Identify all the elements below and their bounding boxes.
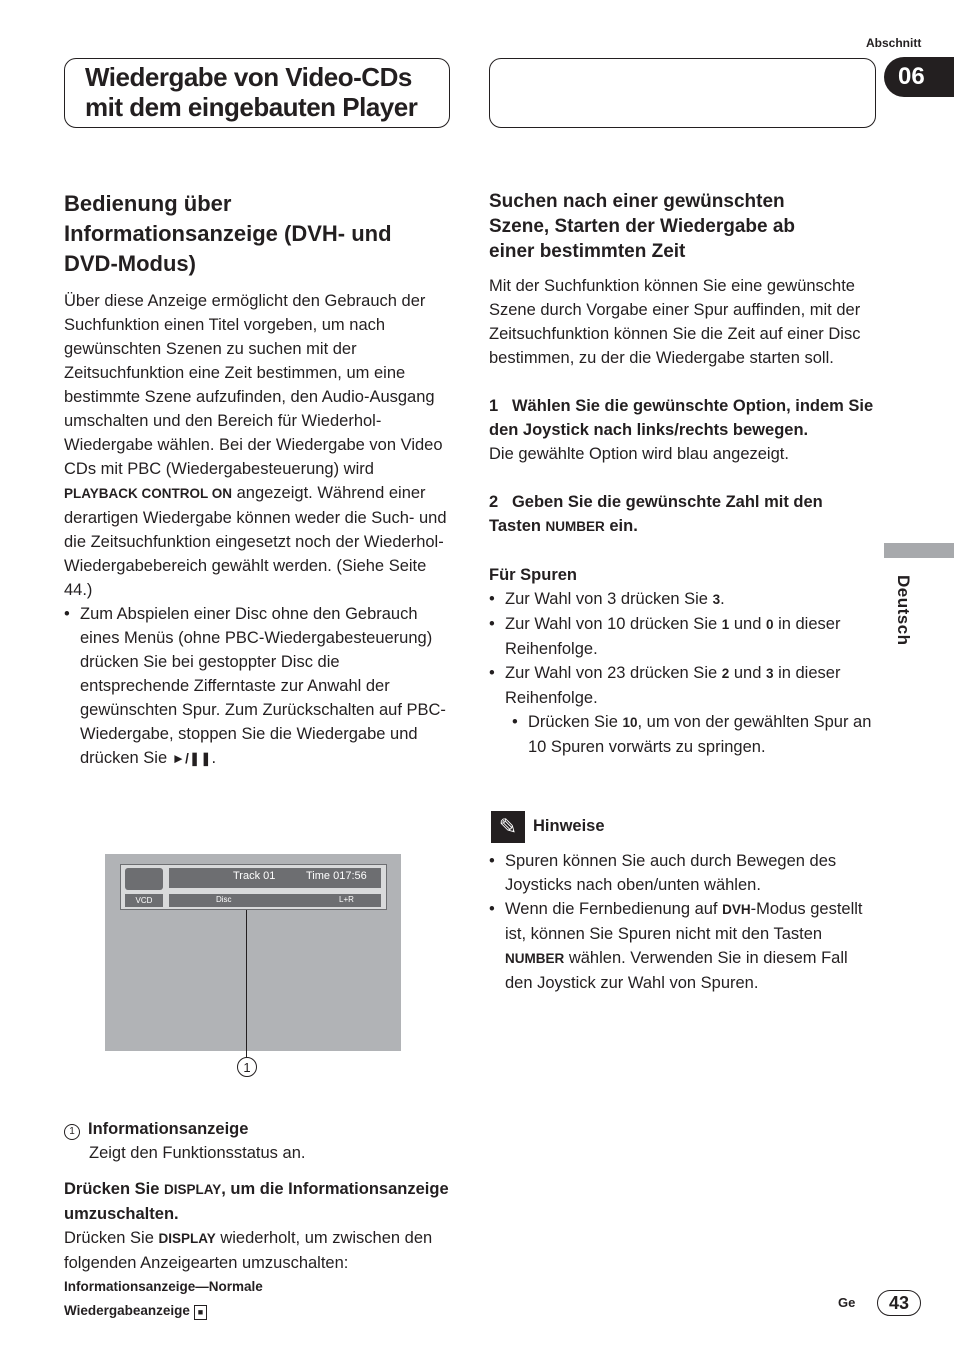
list-item [489, 612, 879, 661]
caption-title: Informationsanzeige [88, 1120, 249, 1138]
key-3: 3 [712, 592, 721, 607]
step-1 [489, 394, 879, 442]
display-key: DISPLAY [163, 1182, 222, 1197]
bullet-end: . [211, 749, 217, 767]
note-pencil-icon: ✎ [491, 811, 525, 843]
left-heading [64, 189, 452, 279]
list-item [489, 661, 879, 710]
spuren-list [489, 587, 879, 759]
sp3-a: Zur Wahl von 23 drücken Sie [505, 664, 722, 682]
display-text-a: Drücken Sie [64, 1229, 159, 1247]
display-key-2: DISPLAY [158, 1231, 216, 1246]
chapter-title [64, 58, 450, 128]
step-2-number: 2 [489, 493, 499, 511]
caption [64, 1117, 452, 1141]
step-2-text-a: Geben Sie die gewünschte Zahl mit den Tasten [489, 493, 823, 535]
sp4-b: , um von der gewählten Spur an 10 Spuren vorwärts zu springen. [528, 713, 872, 756]
sp3-b: in dieser Reihenfolge. [505, 664, 841, 707]
list-item: • Spuren können Sie auch durch Bewegen des Joysticks nach oben/unten wählen. [489, 849, 879, 897]
sp2-m: und [729, 615, 766, 633]
list-item [489, 897, 879, 995]
mode-line2-text: Wiedergabeanzeige [64, 1303, 190, 1318]
screen-time: Time 017:56 [306, 870, 367, 882]
sp1-b: . [720, 590, 725, 608]
notes [489, 849, 879, 995]
key-1: 1 [721, 617, 730, 632]
mode-line: Informationsanzeige—Normale [64, 1279, 263, 1294]
key-0: 0 [765, 617, 774, 632]
list-item [489, 587, 879, 612]
section-label: Abschnitt [866, 36, 922, 50]
left-heading-line1: Bedienung über [64, 191, 232, 216]
display-heading-a: Drücken Sie [64, 1180, 164, 1198]
sp4-a: Drücken Sie [528, 713, 623, 731]
spuren-heading: Für Spuren [489, 566, 578, 584]
chapter-title-line2: mit dem eingebauten Player [85, 92, 418, 122]
left-column [64, 189, 452, 771]
sp2-b: in dieser Reihenfolge. [505, 615, 841, 658]
intro-text-b: angezeigt. Während einer derartigen Wiedergabe können weder die Such- und die Zeitsuchfunktion eingesetzt noch der Wiederhol-Wiedergabebereich gewählt werden. (Siehe Seite 44.) [64, 484, 447, 599]
play-pause-key: ►/❚❚ [171, 751, 212, 766]
language-tab-marker [884, 543, 954, 558]
key-2: 2 [721, 666, 730, 681]
display-text-b: wiederholt, um zwischen den folgenden Anzeigearten umzuschalten: [64, 1229, 433, 1272]
right-heading [489, 189, 879, 264]
list-item [64, 602, 452, 771]
right-heading-line2: Szene, Starten der Wiedergabe ab [489, 216, 796, 237]
screen-vcd: VCD [125, 894, 163, 907]
step-1-result: Die gewählte Option wird blau angezeigt. [489, 445, 789, 463]
display-heading-b: , um die Informationsanzeige umzuschalten. [64, 1180, 449, 1223]
left-bullets [64, 602, 452, 771]
dvh-key: DVH [722, 902, 751, 917]
info-display-panel [120, 864, 387, 910]
disc-icon [125, 868, 163, 890]
display-heading [64, 1177, 452, 1226]
caption-number: 1 [64, 1124, 80, 1140]
n2-b: -Modus gestellt ist, können Sie Spuren nicht mit den Tasten [505, 900, 863, 943]
n2-a: Wenn die Fernbedienung auf [505, 900, 723, 918]
sp2-a: Zur Wahl von 10 drücken Sie [505, 615, 722, 633]
hinweise-heading: Hinweise [533, 817, 605, 835]
page-number: 43 [877, 1290, 921, 1316]
language-label: Deutsch [894, 575, 913, 646]
bullet-text: Zum Abspielen einer Disc ohne den Gebrauch eines Menüs (ohne PBC-Wiedergabesteuerung) drücken Sie bei gestoppter Disc die entsprechende Zifferntaste zur Anwahl der gewünschten Spur. Zum Zurückschalten auf PBC-Wiedergabe, stoppen Sie die Wiedergabe und drücken Sie [80, 605, 446, 767]
chapter-title-line1: Wiedergabe von Video-CDs [85, 62, 412, 92]
key-10: 10 [622, 715, 638, 730]
intro-key: PLAYBACK CONTROL ON [64, 486, 233, 501]
n2-c: wählen. Verwenden Sie in diesem Fall den Joystick zur Wahl von Spuren. [505, 949, 848, 992]
display-text [64, 1226, 452, 1275]
footer-language-code: Ge [838, 1295, 856, 1310]
right-column [489, 189, 879, 759]
screen-lr: L+R [339, 895, 354, 904]
step-2 [489, 490, 879, 539]
step-2-text-b: ein. [604, 517, 638, 535]
section-number-badge: 06 [884, 57, 954, 97]
screen-track: Track 01 [233, 870, 276, 882]
key-3b: 3 [765, 666, 774, 681]
callout-number: 1 [237, 1057, 257, 1077]
left-heading-line2: Informationsanzeige (DVH- und [64, 221, 392, 246]
step-1-number: 1 [489, 397, 499, 415]
screen-disc: Disc [216, 895, 232, 904]
number-key-2: NUMBER [505, 951, 565, 966]
empty-title-box [489, 58, 876, 128]
intro-text-a: Über diese Anzeige ermöglicht den Gebrauch der Suchfunktion einen Titel vorgeben, um nach gewünschten Szenen zu suchen mit der Zeitsuchfunktion eine Zeit bestimmen, um eine bestimmte Szene aufzufinden, den Audio-Ausgang umschalten und den Bereich für Wiederhol-Wiedergabe wählen. Bei der Wiedergabe von Video CDs mit PBC (Wiedergabesteuerung) wird [64, 292, 443, 478]
caption-text: Zeigt den Funktionsstatus an. [89, 1144, 306, 1162]
list-item [512, 710, 879, 759]
sp1-a: Zur Wahl von 3 drücken Sie [505, 590, 713, 608]
sp3-m: und [729, 664, 766, 682]
callout-line [246, 910, 247, 1058]
left-lower [64, 1117, 452, 1323]
mode-line-2 [64, 1299, 452, 1323]
number-key: NUMBER [545, 519, 605, 534]
right-intro: Mit der Suchfunktion können Sie eine gewünschte Szene durch Vorgabe einer Spur auffinden, mit der Zeitsuchfunktion können Sie die Zeit auf einer Disc bestimmen, zu der die Wiedergabe starten soll. [489, 277, 861, 367]
information-display-illustration [105, 854, 401, 1051]
left-heading-line3: DVD-Modus) [64, 251, 196, 276]
notes-list [489, 849, 879, 995]
step-1-text: Wählen Sie die gewünschte Option, indem Sie den Joystick nach links/rechts bewegen. [489, 397, 874, 439]
right-heading-line3: einer bestimmten Zeit [489, 241, 686, 262]
stop-icon: ■ [194, 1305, 207, 1320]
right-heading-line1: Suchen nach einer gewünschten [489, 191, 785, 212]
left-intro [64, 289, 452, 602]
